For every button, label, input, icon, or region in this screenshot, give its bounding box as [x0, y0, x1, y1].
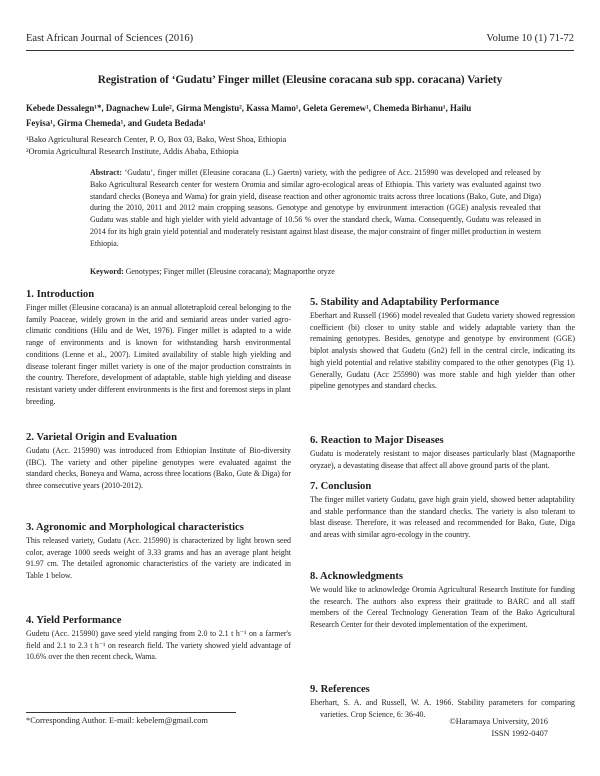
copyright-line: ©Haramaya University, 2016: [449, 717, 548, 726]
section-title: 1. Introduction: [26, 289, 95, 300]
section-title: 2. Varietal Origin and Evaluation: [26, 432, 177, 443]
keywords: [90, 267, 541, 276]
author-list: [26, 101, 574, 131]
section-body: Gudatu is moderately resistant to major diseases particularly blast (Magnaporthe oryzae), a devastating disease that affect all above ground parts of the plant.: [310, 449, 575, 470]
section-body: We would like to acknowledge Oromia Agricultural Research Institute for funding the research. The authors also express their gratitude to BARC and all staff members of the Cereal Technology Generation Team of the Bako Agricultural Research Center for their devoted implementation of the experiment.: [310, 585, 575, 630]
section-stability: [310, 296, 575, 392]
affiliations: [26, 134, 286, 157]
copyright: [449, 716, 548, 740]
running-header: [26, 33, 574, 49]
journal-name: East African Journal of Sciences (2016): [26, 33, 194, 44]
abstract-label: Abstract:: [90, 168, 122, 177]
affiliation-2: ²Oromia Agricultural Research Institute, Addis Ababa, Ethiopia: [26, 146, 239, 156]
abstract-text: ‘Gudatu’, finger millet (Eleusine coracana (L.) Gaertn) variety, with the pedigree of Acc. 215990 was developed and released by Bako Agricultural Research center for western Oromia and similar agro-ecological areas of Ethiopia. This variety was evaluated against two standard checks (Boneya and Wama) for grain yield, disease reaction and other agronomic traits across three locations (Bako, Gute, and Diga) during the 2010, 2011 and 2012 main cropping seasons. Genotype and genotype by environment interaction (GGE) analysis revealed that Gudatu was stable and high yielder with yield advantage of 10.56 % over the standard check, Wama. Consequently, Gudatu was released in 2014 for its high grain yield potential and moderately resistant against blast disease, the major constraint of finger millet production in western Ethiopia.: [90, 168, 541, 248]
issn-line: ISSN 1992-0407: [491, 729, 548, 738]
section-conclusion: [310, 480, 575, 541]
volume-info: Volume 10 (1) 71-72: [486, 33, 574, 44]
section-title: 3. Agronomic and Morphological characteristics: [26, 522, 244, 533]
section-title: 5. Stability and Adaptability Performance: [310, 297, 500, 308]
section-title: 9. References: [310, 684, 370, 695]
section-body: Finger millet (Eleusine coracana) is an annual allotetraploid cereal belonging to the family Poaceae, widely grown in the arid and semiarid areas under varied agro-climatic conditions (Hilu and de Wet, 1976). Finger millet is adapted to a wide range of environments and is known for withstanding harsh environmental conditions (Lenne et al., 2007). Limited availability of stable high yielding and disease tolerant finger millet variety is one of the major production constraints in the country. Therefore, development of adaptable, stable high yielding and disease resistant variety under different environments is the first and foremost steps in plant breeding.: [26, 303, 291, 406]
section-disease: [310, 434, 575, 471]
keywords-label: Keyword:: [90, 267, 124, 276]
section-yield: [26, 614, 291, 663]
section-introduction: [26, 288, 291, 407]
section-title: 8. Acknowledgments: [310, 571, 403, 582]
header-rule: [26, 50, 574, 51]
reference-item: Eberhart, S. A. and Russell, W. A. 1966. Stability parameters for comparing varieties. Crop Science, 6: 36-40.: [310, 698, 575, 719]
affiliation-1: ¹Bako Agricultural Research Center, P. O, Box 03, Bako, West Shoa, Ethiopia: [26, 135, 287, 144]
section-body: Eberhart and Russell (1966) model revealed that Gudetu variety showed regression coefficient (bi) closer to unity stable and widely adaptable variety than the remaining genotypes. Besides, genotype and genotype by environment (GGE) biplot analysis showed that Gudetu (Gn2) fell in the central circle, indicating its high yield potential and relative stability compared to the other genotypes (Fig 1). Generally, Gudatu (Acc 255990) was more stable and high yielder than other pipeline genotypes and standard checks.: [310, 311, 575, 391]
author-line-2: Feyisa¹, Girma Chemeda¹, and Gudeta Bedada¹: [26, 118, 206, 128]
author-line-1: Kebede Dessalegn¹*, Dagnachew Lule², Girma Mengistu², Kassa Mamo¹, Geleta Geremew¹, Chemeda Birhanu¹, Hailu: [26, 103, 472, 113]
section-acknowledgments: [310, 570, 575, 631]
section-varietal-origin: [26, 431, 291, 492]
section-title: 7. Conclusion: [310, 481, 372, 492]
section-body: The finger millet variety Gudatu, gave high grain yield, showed better adaptability and stable performance than the standard checks. The variety is also tolerant to blast disease. Therefore, it was released and recommended for Bako, Gute, Diga and areas with similar agro-ecology in the country.: [310, 495, 575, 540]
section-body: Gudetu (Acc. 215990) gave seed yield ranging from 2.0 to 2.1 t h⁻¹ on a farmer's field and 2.1 to 2.3 t h⁻¹ on research field. The variety showed yield advantage of 10.6% over the then recent check, Wama.: [26, 629, 291, 662]
section-body: Gudatu (Acc. 215990) was introduced from Ethiopian Institute of Bio-diversity (IBC). The variety and other pipeline genotypes were evaluated against the standard checks, Boneya and Wama, across three locations (Bako, Gute & Diga) for three consecutive years (2010-2012).: [26, 446, 292, 491]
section-title: 6. Reaction to Major Diseases: [310, 435, 444, 446]
paper-title: Registration of ‘Gudatu’ Finger millet (Eleusine coracana sub spp. coracana) Variety: [97, 74, 503, 86]
section-agronomic: [26, 521, 291, 582]
section-title: 4. Yield Performance: [26, 615, 122, 626]
keywords-text: Genotypes; Finger millet (Eleusine coracana); Magnaporthe oryze: [125, 267, 335, 276]
section-body: This released variety, Gudatu (Acc. 215990) is characterized by light brown seed color, average 1000 seeds weight of 3.33 grams and has an average plant height 91.97 cm. The detailed agronomic characteristics of the variety are indicated in Table 1 below.: [26, 536, 291, 581]
abstract: [90, 167, 541, 250]
section-references: [310, 683, 575, 720]
footnote-rule: [26, 712, 236, 713]
corresponding-author-footnote: *Corresponding Author. E-mail: kebelem@gmail.com: [26, 716, 208, 725]
